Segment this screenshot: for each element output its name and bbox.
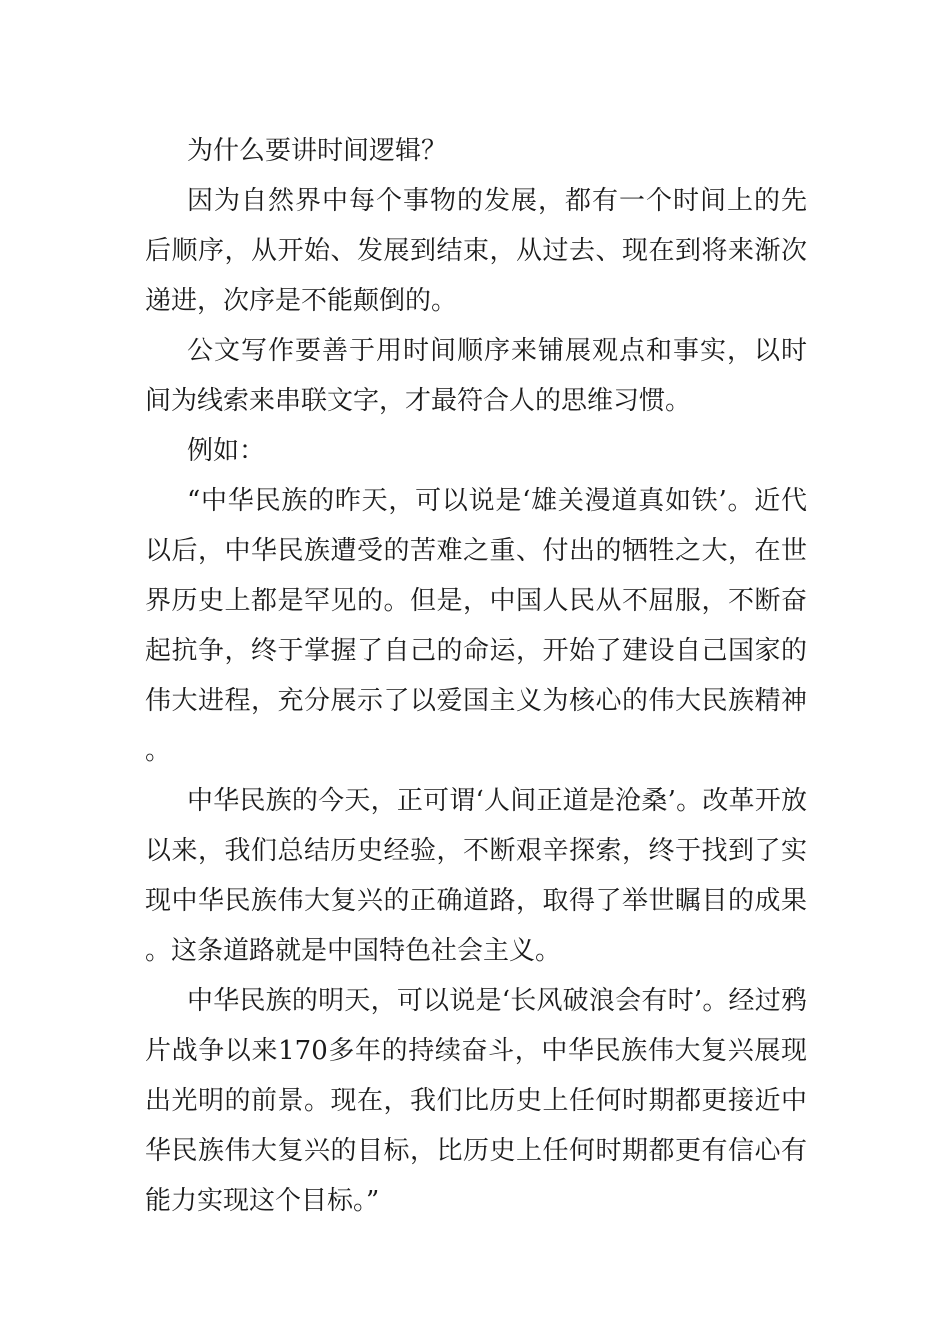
paragraph-quote-yesterday: “中华民族的昨天，可以说是‘雄关漫道真如铁’。近代以后，中华民族遭受的苦难之重、付出的牺牲之大，在世界历史上都是罕见的。但是，中国人民从不屈服，不断奋起抗争，终于掌握了自己的命运，开始了建设自己国家的伟大进程，充分展示了以爱国主义为核心的伟大民族精神。 — [145, 486, 807, 766]
paragraph-writing-advice: 公文写作要善于用时间顺序来铺展观点和事实，以时间为线索来串联文字，才最符合人的思维习惯。 — [145, 336, 807, 416]
paragraph-example-intro: 例如： — [187, 436, 266, 466]
paragraph-reason: 因为自然界中每个事物的发展，都有一个时间上的先后顺序，从开始、发展到结束，从过去、现在到将来渐次递进，次序是不能颠倒的。 — [145, 186, 807, 316]
paragraph-quote-today: 中华民族的今天，正可谓‘人间正道是沧桑’。改革开放以来，我们总结历史经验，不断艰辛探索，终于找到了实现中华民族伟大复兴的正确道路，取得了举世瞩目的成果。这条道路就是中国特色社会主义。 — [145, 786, 807, 966]
paragraph-quote-tomorrow: 中华民族的明天，可以说是‘长风破浪会有时’。经过鸦片战争以来170多年的持续奋斗，中华民族伟大复兴展现出光明的前景。现在，我们比历史上任何时期都更接近中华民族伟大复兴的目标，比历史上任何时期都更有信心有能力实现这个目标。” — [145, 986, 807, 1216]
document-body — [145, 126, 807, 1226]
paragraph-question: 为什么要讲时间逻辑？ — [187, 136, 448, 166]
